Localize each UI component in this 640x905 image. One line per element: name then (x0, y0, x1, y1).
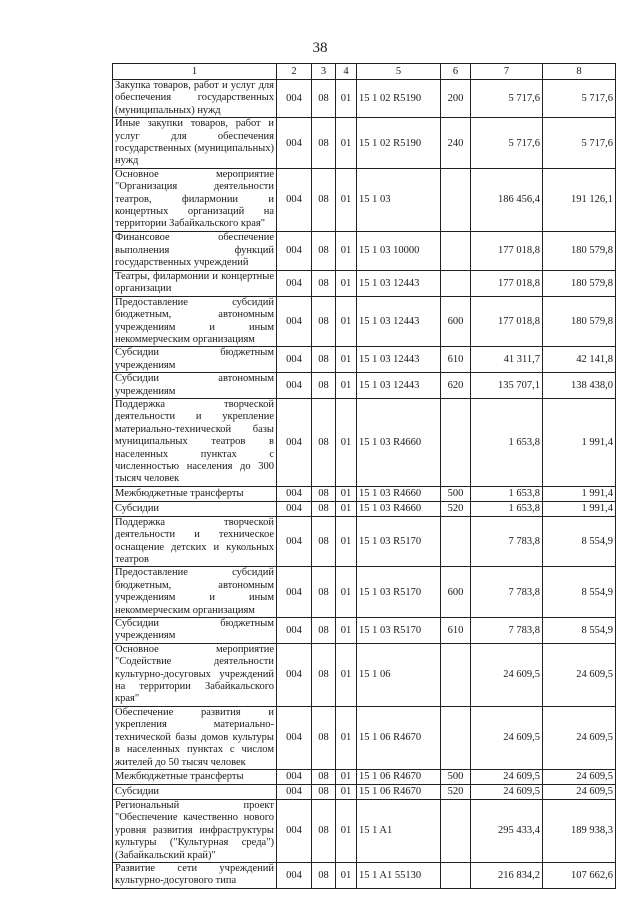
cell-amount-year1: 177 018,8 (471, 270, 543, 296)
cell-name: Межбюджетные трансферты (113, 769, 277, 784)
cell-subsection: 01 (336, 80, 357, 118)
cell-subsection: 01 (336, 347, 357, 373)
cell-amount-year2: 138 438,0 (543, 373, 616, 399)
cell-name: Субсидии бюджетным учреждениям (113, 347, 277, 373)
cell-amount-year1: 177 018,8 (471, 296, 543, 347)
cell-expense-type (441, 799, 471, 862)
cell-ministry-code: 004 (277, 567, 312, 618)
cell-expense-type: 200 (441, 80, 471, 118)
table-row (113, 347, 616, 373)
cell-amount-year2: 42 141,8 (543, 347, 616, 373)
table-row (113, 398, 616, 486)
cell-amount-year2: 180 579,8 (543, 296, 616, 347)
cell-section: 08 (312, 270, 336, 296)
cell-ministry-code: 004 (277, 486, 312, 501)
cell-section: 08 (312, 799, 336, 862)
cell-subsection: 01 (336, 516, 357, 567)
table-row (113, 486, 616, 501)
cell-expense-type: 500 (441, 769, 471, 784)
cell-name: Субсидии бюджетным учреждениям (113, 618, 277, 644)
cell-subsection: 01 (336, 373, 357, 399)
table-row (113, 373, 616, 399)
cell-section: 08 (312, 618, 336, 644)
table-row (113, 618, 616, 644)
cell-target-article: 15 1 A1 (357, 799, 441, 862)
cell-name: Финансовое обеспечение выполнения функций государственных учреждений (113, 231, 277, 270)
cell-amount-year2: 8 554,9 (543, 567, 616, 618)
cell-amount-year1: 24 609,5 (471, 784, 543, 799)
cell-amount-year2: 24 609,5 (543, 643, 616, 706)
cell-section: 08 (312, 296, 336, 347)
cell-expense-type: 620 (441, 373, 471, 399)
page-number: 38 (312, 40, 328, 56)
cell-expense-type: 520 (441, 501, 471, 516)
cell-expense-type: 610 (441, 618, 471, 644)
cell-ministry-code: 004 (277, 398, 312, 486)
cell-target-article: 15 1 06 R4670 (357, 769, 441, 784)
cell-amount-year2: 24 609,5 (543, 769, 616, 784)
cell-ministry-code: 004 (277, 168, 312, 231)
cell-amount-year1: 5 717,6 (471, 80, 543, 118)
cell-section: 08 (312, 862, 336, 888)
cell-amount-year2: 1 991,4 (543, 501, 616, 516)
cell-target-article: 15 1 06 R4670 (357, 706, 441, 769)
cell-section: 08 (312, 706, 336, 769)
cell-amount-year2: 24 609,5 (543, 706, 616, 769)
table-row (113, 501, 616, 516)
column-header: 2 (277, 64, 312, 80)
cell-subsection: 01 (336, 501, 357, 516)
cell-expense-type (441, 231, 471, 270)
cell-subsection: 01 (336, 168, 357, 231)
cell-section: 08 (312, 118, 336, 169)
cell-expense-type: 500 (441, 486, 471, 501)
cell-amount-year2: 191 126,1 (543, 168, 616, 231)
cell-amount-year1: 186 456,4 (471, 168, 543, 231)
cell-target-article: 15 1 03 R4660 (357, 486, 441, 501)
cell-section: 08 (312, 347, 336, 373)
cell-amount-year1: 24 609,5 (471, 643, 543, 706)
cell-ministry-code: 004 (277, 231, 312, 270)
table-row (113, 168, 616, 231)
cell-subsection: 01 (336, 118, 357, 169)
cell-subsection: 01 (336, 398, 357, 486)
cell-ministry-code: 004 (277, 618, 312, 644)
cell-name: Межбюджетные трансферты (113, 486, 277, 501)
cell-amount-year1: 24 609,5 (471, 706, 543, 769)
table-row (113, 270, 616, 296)
cell-section: 08 (312, 516, 336, 567)
cell-amount-year2: 8 554,9 (543, 516, 616, 567)
cell-expense-type: 610 (441, 347, 471, 373)
table-row (113, 567, 616, 618)
cell-amount-year1: 216 834,2 (471, 862, 543, 888)
cell-name: Субсидии автономным учреждениям (113, 373, 277, 399)
cell-expense-type (441, 643, 471, 706)
table-row (113, 643, 616, 706)
column-header: 3 (312, 64, 336, 80)
cell-ministry-code: 004 (277, 296, 312, 347)
cell-target-article: 15 1 03 R5170 (357, 618, 441, 644)
cell-amount-year1: 295 433,4 (471, 799, 543, 862)
cell-name: Иные закупки товаров, работ и услуг для обеспечения государственных (муниципальных) нужд (113, 118, 277, 169)
column-header: 1 (113, 64, 277, 80)
cell-amount-year1: 7 783,8 (471, 516, 543, 567)
table-row (113, 706, 616, 769)
cell-subsection: 01 (336, 799, 357, 862)
cell-amount-year1: 41 311,7 (471, 347, 543, 373)
column-header: 6 (441, 64, 471, 80)
cell-subsection: 01 (336, 769, 357, 784)
cell-target-article: 15 1 02 R5190 (357, 118, 441, 169)
cell-expense-type (441, 862, 471, 888)
table-row (113, 784, 616, 799)
cell-target-article: 15 1 06 R4670 (357, 784, 441, 799)
cell-section: 08 (312, 784, 336, 799)
cell-amount-year1: 5 717,6 (471, 118, 543, 169)
cell-section: 08 (312, 80, 336, 118)
cell-expense-type: 600 (441, 296, 471, 347)
cell-name: Обеспечение развития и укрепления материально-технической базы домов культуры в населенных пунктах с числом жителей до 50 тысяч человек (113, 706, 277, 769)
cell-amount-year1: 135 707,1 (471, 373, 543, 399)
cell-target-article: 15 1 03 12443 (357, 373, 441, 399)
cell-expense-type (441, 706, 471, 769)
cell-ministry-code: 004 (277, 501, 312, 516)
cell-subsection: 01 (336, 296, 357, 347)
table-row (113, 862, 616, 888)
cell-section: 08 (312, 231, 336, 270)
cell-name: Предоставление субсидий бюджетным, автономным учреждениям и иным некоммерческим организациям (113, 296, 277, 347)
cell-name: Поддержка творческой деятельности и техническое оснащение детских и кукольных театров (113, 516, 277, 567)
table-row (113, 80, 616, 118)
cell-target-article: 15 1 03 R4660 (357, 398, 441, 486)
cell-subsection: 01 (336, 784, 357, 799)
cell-section: 08 (312, 486, 336, 501)
cell-target-article: 15 1 03 10000 (357, 231, 441, 270)
cell-ministry-code: 004 (277, 643, 312, 706)
cell-ministry-code: 004 (277, 80, 312, 118)
cell-name: Предоставление субсидий бюджетным, автономным учреждениям и иным некоммерческим организациям (113, 567, 277, 618)
cell-amount-year2: 8 554,9 (543, 618, 616, 644)
cell-subsection: 01 (336, 706, 357, 769)
cell-name: Основное мероприятие "Организация деятельности театров, филармонии и концертных организаций на территории Забайкальского края" (113, 168, 277, 231)
cell-amount-year1: 1 653,8 (471, 398, 543, 486)
cell-name: Основное мероприятие "Содействие деятельности культурно-досуговых учреждений на территории Забайкальского края" (113, 643, 277, 706)
cell-amount-year1: 7 783,8 (471, 567, 543, 618)
cell-amount-year2: 107 662,6 (543, 862, 616, 888)
cell-amount-year1: 177 018,8 (471, 231, 543, 270)
cell-target-article: 15 1 03 R5170 (357, 516, 441, 567)
column-header: 7 (471, 64, 543, 80)
cell-name: Субсидии (113, 501, 277, 516)
cell-subsection: 01 (336, 567, 357, 618)
cell-name: Поддержка творческой деятельности и укрепление материально-технической базы муниципальных театров в населенных пунктах с численностью населения до 300 тысяч человек (113, 398, 277, 486)
cell-ministry-code: 004 (277, 347, 312, 373)
budget-table (112, 63, 616, 889)
table-row (113, 799, 616, 862)
cell-amount-year1: 1 653,8 (471, 501, 543, 516)
table-row (113, 769, 616, 784)
cell-ministry-code: 004 (277, 373, 312, 399)
cell-amount-year2: 24 609,5 (543, 784, 616, 799)
cell-expense-type: 600 (441, 567, 471, 618)
cell-subsection: 01 (336, 231, 357, 270)
cell-ministry-code: 004 (277, 769, 312, 784)
cell-subsection: 01 (336, 270, 357, 296)
cell-amount-year1: 7 783,8 (471, 618, 543, 644)
cell-name: Закупка товаров, работ и услуг для обеспечения государственных (муниципальных) нужд (113, 80, 277, 118)
table-row (113, 231, 616, 270)
cell-subsection: 01 (336, 643, 357, 706)
cell-target-article: 15 1 03 12443 (357, 347, 441, 373)
cell-ministry-code: 004 (277, 270, 312, 296)
cell-expense-type: 520 (441, 784, 471, 799)
cell-ministry-code: 004 (277, 706, 312, 769)
cell-name: Субсидии (113, 784, 277, 799)
cell-amount-year2: 1 991,4 (543, 398, 616, 486)
cell-amount-year2: 189 938,3 (543, 799, 616, 862)
cell-target-article: 15 1 03 R5170 (357, 567, 441, 618)
cell-ministry-code: 004 (277, 516, 312, 567)
cell-amount-year2: 5 717,6 (543, 80, 616, 118)
cell-expense-type: 240 (441, 118, 471, 169)
cell-ministry-code: 004 (277, 784, 312, 799)
cell-target-article: 15 1 06 (357, 643, 441, 706)
column-header: 8 (543, 64, 616, 80)
cell-name: Развитие сети учреждений культурно-досугового типа (113, 862, 277, 888)
cell-target-article: 15 1 A1 55130 (357, 862, 441, 888)
cell-expense-type (441, 270, 471, 296)
cell-amount-year1: 24 609,5 (471, 769, 543, 784)
cell-subsection: 01 (336, 486, 357, 501)
header-row (113, 64, 616, 80)
cell-ministry-code: 004 (277, 862, 312, 888)
cell-amount-year2: 180 579,8 (543, 231, 616, 270)
cell-section: 08 (312, 769, 336, 784)
cell-section: 08 (312, 373, 336, 399)
cell-subsection: 01 (336, 862, 357, 888)
table-body (113, 80, 616, 889)
cell-amount-year2: 5 717,6 (543, 118, 616, 169)
cell-ministry-code: 004 (277, 799, 312, 862)
cell-expense-type (441, 516, 471, 567)
cell-expense-type (441, 398, 471, 486)
cell-target-article: 15 1 03 R4660 (357, 501, 441, 516)
cell-subsection: 01 (336, 618, 357, 644)
column-header: 5 (357, 64, 441, 80)
cell-target-article: 15 1 03 12443 (357, 270, 441, 296)
table-row (113, 296, 616, 347)
cell-section: 08 (312, 168, 336, 231)
cell-section: 08 (312, 643, 336, 706)
column-header: 4 (336, 64, 357, 80)
cell-section: 08 (312, 567, 336, 618)
table-row (113, 516, 616, 567)
table-row (113, 118, 616, 169)
cell-target-article: 15 1 03 12443 (357, 296, 441, 347)
cell-name: Региональный проект "Обеспечение качественно нового уровня развития инфраструктуры культуры ("Культурная среда") (Забайкальский край)" (113, 799, 277, 862)
cell-amount-year1: 1 653,8 (471, 486, 543, 501)
cell-expense-type (441, 168, 471, 231)
cell-amount-year2: 1 991,4 (543, 486, 616, 501)
cell-section: 08 (312, 501, 336, 516)
cell-target-article: 15 1 03 (357, 168, 441, 231)
cell-ministry-code: 004 (277, 118, 312, 169)
cell-name: Театры, филармонии и концертные организации (113, 270, 277, 296)
cell-amount-year2: 180 579,8 (543, 270, 616, 296)
cell-section: 08 (312, 398, 336, 486)
cell-target-article: 15 1 02 R5190 (357, 80, 441, 118)
